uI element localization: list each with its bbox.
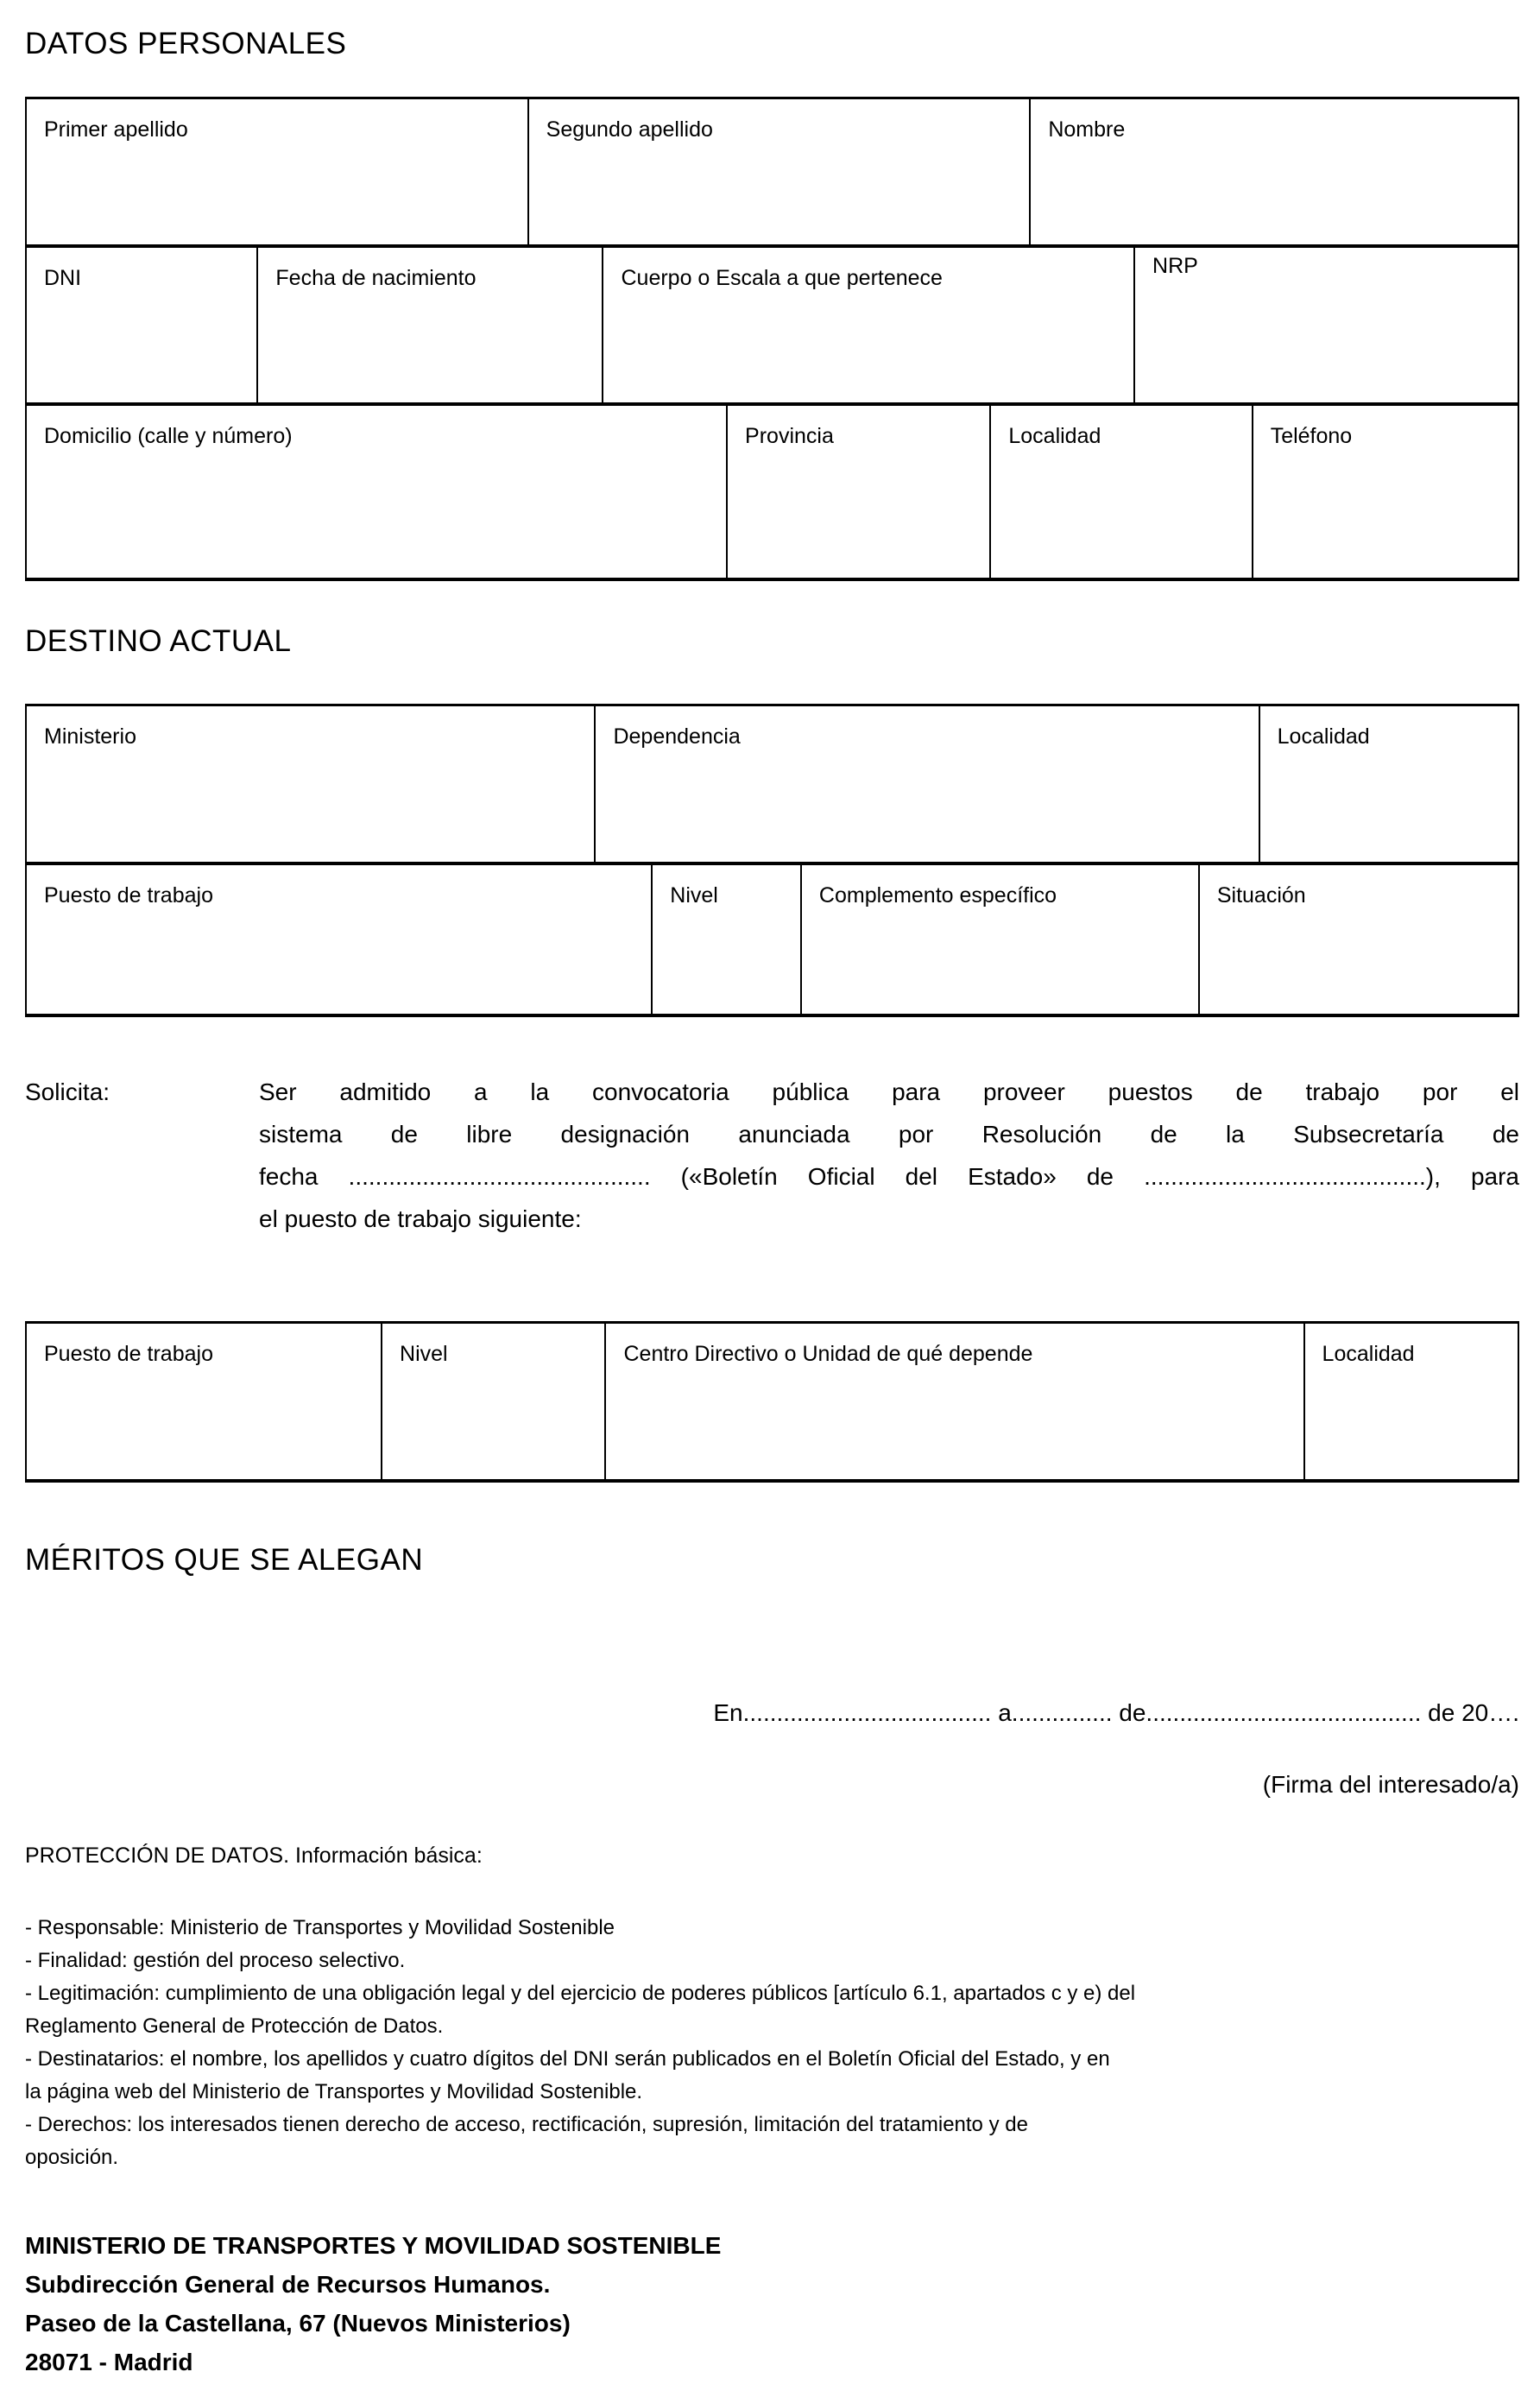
field-localidad-solicitada: Localidad bbox=[1322, 1342, 1415, 1366]
privacy-title: PROTECCIÓN DE DATOS. Información básica: bbox=[25, 1844, 483, 1868]
field-segundo-apellido: Segundo apellido bbox=[529, 99, 1032, 244]
field-ministerio: Ministerio bbox=[27, 706, 596, 862]
section-title-destino-actual: DESTINO ACTUAL bbox=[25, 624, 292, 658]
field-centro-directivo: Centro Directivo o Unidad de qué depende bbox=[606, 1324, 1304, 1479]
date-signature-line: En..................................... a............... de......................................... de 20…. bbox=[713, 1699, 1519, 1726]
field-nivel: Nivel bbox=[653, 865, 802, 1014]
privacy-line-destinatarios-cont: la página web del Ministerio de Transportes y Movilidad Sostenible. bbox=[25, 2080, 643, 2103]
section-title-meritos: MÉRITOS QUE SE ALEGAN bbox=[25, 1543, 424, 1577]
field-nivel-solicitado: Nivel bbox=[382, 1324, 606, 1479]
firma-caption: (Firma del interesado/a) bbox=[1262, 1771, 1519, 1798]
solicita-line: fecha ............................................. («Boletín Oficial del Estado» de ..........................................), para bbox=[259, 1163, 1519, 1190]
field-localidad-destino: Localidad bbox=[1277, 724, 1370, 749]
privacy-line-legitimacion: - Legitimación: cumplimiento de una obligación legal y del ejercicio de poderes públicos [artículo 6.1, apartados c y e) del bbox=[25, 1982, 1136, 2005]
field-puesto-trabajo-solicitado: Puesto de trabajo bbox=[27, 1324, 382, 1479]
field-dni: DNI bbox=[27, 248, 258, 402]
table-destino-actual bbox=[25, 704, 1519, 1017]
privacy-line-destinatarios: - Destinatarios: el nombre, los apellidos y cuatro dígitos del DNI serán publicados en el Boletín Oficial del Estado, y en bbox=[25, 2047, 1110, 2071]
solicita-line: el puesto de trabajo siguiente: bbox=[259, 1205, 582, 1232]
field-cuerpo-escala: Cuerpo o Escala a que pertenece bbox=[603, 248, 1135, 402]
privacy-line-finalidad: - Finalidad: gestión del proceso selectivo. bbox=[25, 1949, 406, 1972]
privacy-line-derechos: - Derechos: los interesados tienen derecho de acceso, rectificación, supresión, limitación del tratamiento y de bbox=[25, 2113, 1028, 2136]
table-row bbox=[25, 863, 1519, 1017]
privacy-line-responsable: - Responsable: Ministerio de Transportes y Movilidad Sostenible bbox=[25, 1916, 615, 1939]
section-title-datos-personales: DATOS PERSONALES bbox=[25, 27, 347, 60]
ministry-name: MINISTERIO DE TRANSPORTES Y MOVILIDAD SOSTENIBLE bbox=[25, 2232, 722, 2259]
table-row bbox=[25, 97, 1519, 246]
ministry-subdireccion: Subdirección General de Recursos Humanos. bbox=[25, 2271, 551, 2298]
privacy-line-legitimacion-cont: Reglamento General de Protección de Datos. bbox=[25, 2014, 444, 2038]
field-situacion: Situación bbox=[1216, 883, 1306, 908]
privacy-line-derechos-cont: oposición. bbox=[25, 2146, 119, 2169]
field-domicilio: Domicilio (calle y número) bbox=[27, 406, 728, 578]
table-puesto-solicitado bbox=[25, 1321, 1519, 1483]
ministry-street: Paseo de la Castellana, 67 (Nuevos Ministerios) bbox=[25, 2310, 571, 2337]
solicita-label: Solicita: bbox=[25, 1078, 110, 1105]
field-nombre: Nombre bbox=[1048, 117, 1126, 142]
solicita-line: sistema de libre designación anunciada por Resolución de la Subsecretaría de bbox=[259, 1121, 1519, 1148]
field-primer-apellido: Primer apellido bbox=[27, 99, 529, 244]
table-row bbox=[25, 704, 1519, 863]
table-datos-personales bbox=[25, 97, 1519, 581]
field-nrp: NRP bbox=[1152, 254, 1198, 278]
table-row bbox=[25, 1321, 1519, 1483]
ministry-city: 28071 - Madrid bbox=[25, 2349, 193, 2375]
field-dependencia: Dependencia bbox=[596, 706, 1259, 862]
field-fecha-nacimiento: Fecha de nacimiento bbox=[258, 248, 603, 402]
field-puesto-trabajo: Puesto de trabajo bbox=[27, 865, 653, 1014]
solicita-block bbox=[25, 1071, 1519, 1240]
field-localidad: Localidad bbox=[991, 406, 1253, 578]
field-provincia: Provincia bbox=[728, 406, 991, 578]
field-telefono: Teléfono bbox=[1270, 424, 1353, 448]
table-row bbox=[25, 246, 1519, 404]
privacy-text bbox=[25, 1912, 1519, 2174]
solicita-text bbox=[259, 1071, 1519, 1240]
ministry-address-block bbox=[25, 2226, 1519, 2381]
field-complemento-especifico: Complemento específico bbox=[802, 865, 1200, 1014]
solicita-line: Ser admitido a la convocatoria pública para proveer puestos de trabajo por el bbox=[259, 1078, 1519, 1105]
table-row bbox=[25, 404, 1519, 581]
